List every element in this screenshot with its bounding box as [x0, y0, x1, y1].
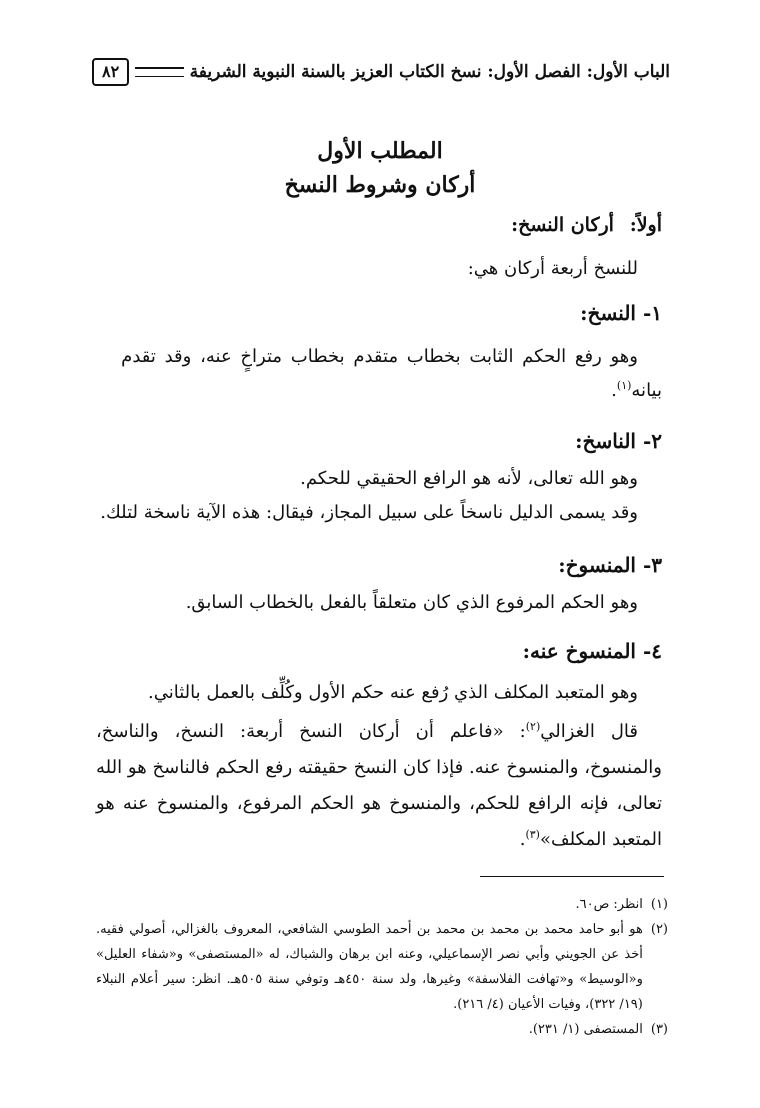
item-4-line1: وهو المتعبد المكلف الذي رُفع عنه حكم الأول وكُلِّف بالعمل بالثاني. [148, 682, 638, 703]
first-heading [96, 208, 662, 243]
footnotes [96, 892, 668, 1042]
footnote-1-text: انظر: ص٦٠. [575, 897, 643, 912]
footnote-2-text: هو أبو حامد محمد بن محمد بن محمد بن أحمد الطوسي الشافعي، المعروف بالغزالي، أصولي فقيه. أخذ عن الجويني وأبي نصر الإسماعيلي، وعنه ابن برهان والشباك، له «المستصفى» و«شفاء العليل» و«الوسيط» و«تهافت الفلاسفة» وغيرها، ولد سنة ٤٥٠هـ وتوفي سنة ٥٠٥هـ. انظر: سير أعلام النبلاء (١٩/ ٣٢٢)، وفيات الأعيان (٤/ ٢١٦). [96, 922, 643, 1012]
first-heading-number: أولاً: [629, 214, 662, 236]
item-2 [96, 424, 662, 530]
section-subtitle: أركان وشروط النسخ [284, 172, 476, 198]
footnote-ref-1: (١) [616, 379, 632, 392]
item-1-end: . [611, 380, 617, 401]
item-3 [96, 548, 662, 620]
item-1-line1: وهو رفع الحكم الثابت بخطاب متقدم بخطاب متراخٍ عنه، وقد تقدم [121, 346, 638, 367]
header-rule [135, 67, 183, 77]
running-header [92, 58, 670, 86]
item-3-line1: وهو الحكم المرفوع الذي كان متعلقاً بالفعل بالخطاب السابق. [185, 592, 638, 613]
intro-paragraph: للنسخ أربعة أركان هي: [467, 258, 638, 279]
item-1-line2: بيانه [631, 380, 662, 401]
footnote-ref-3: (٣) [525, 828, 540, 841]
footnote-1 [96, 892, 668, 917]
item-2-line2: وقد يسمى الدليل ناسخاً على سبيل المجاز، فيقال: هذه الآية ناسخة لتلك. [100, 502, 638, 523]
ghazali-quote [96, 714, 662, 858]
footnote-2-number: (٢) [650, 922, 668, 937]
footnote-3-number: (٣) [650, 1022, 668, 1037]
footnote-1-number: (١) [650, 897, 668, 912]
quote-end: . [519, 829, 526, 850]
item-1 [96, 296, 662, 408]
section-heading [0, 134, 760, 202]
quote-text: : «فاعلم أن أركان النسخ أربعة: النسخ، والناسخ، والمنسوخ، والمنسوخ عنه. فإذا كان النسخ حقيقته رفع الحكم فالناسخ هو الله تعالى، فإنه الرافع للحكم، والمنسوخ هو الحكم المرفوع، والمنسوخ عنه هو المتعبد المكلف» [96, 721, 662, 850]
first-heading-text: أركان النسخ: [511, 214, 614, 236]
footnote-separator [480, 876, 664, 877]
running-title: الباب الأول: الفصل الأول: نسخ الكتاب العزيز بالسنة النبوية الشريفة [189, 62, 670, 82]
footnote-3-text: المستصفى (١/ ٢٣١). [528, 1022, 643, 1037]
item-3-title: ٣- المنسوخ: [558, 553, 662, 577]
footnote-3 [96, 1017, 668, 1042]
item-2-line1: وهو الله تعالى، لأنه هو الرافع الحقيقي للحكم. [300, 468, 638, 489]
item-4 [96, 634, 662, 710]
footnote-ref-2: (٢) [525, 720, 541, 733]
section-title: المطلب الأول [317, 138, 443, 164]
page-number: ٨٢ [92, 58, 129, 86]
item-2-title: ٢- الناسخ: [575, 429, 662, 453]
footnote-2 [96, 917, 668, 1017]
item-1-title: ١- النسخ: [580, 301, 662, 325]
quote-intro: قال الغزالي [540, 721, 638, 742]
item-4-title: ٤- المنسوخ عنه: [522, 639, 662, 663]
